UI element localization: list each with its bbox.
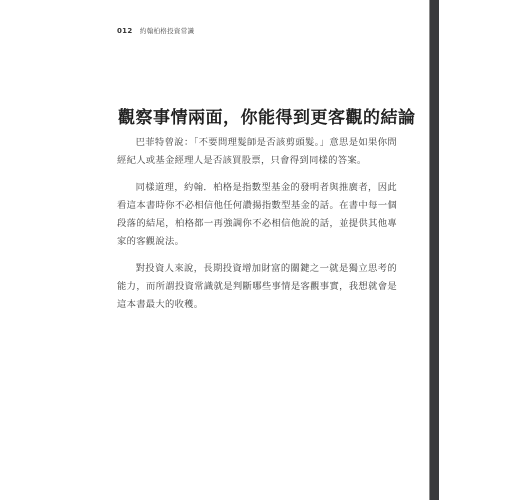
paragraph-3: 對投資人來說，長期投資增加財富的關鍵之一就是獨立思考的能力，而所謂投資常識就是判斷哪些事情是客觀事實，我想就會是這本書最大的收穫。 [117,263,397,310]
section-heading: 觀察事情兩面，你能得到更客觀的結論 [118,108,416,128]
paragraph-2: 同樣道理，約翰．柏格是指數型基金的發明者與推廣者，因此看這本書時你不必相信他任何讚揚指數型基金的話。在書中每一個段落的結尾，柏格都一再強調你不必相信他說的話，並提供其他專家的客觀說法。 [117,182,397,247]
page-number: 012 [117,27,133,35]
book-spine [430,0,439,500]
paragraph-1: 巴菲特曾說：「不要問理髮師是否該剪頭髮。」意思是如果你問經紀人或基金經理人是否該買股票，只會得到同樣的答案。 [117,137,397,166]
book-title: 約翰柏格投資常識 [139,27,195,35]
body-text [117,134,397,323]
running-head [117,26,194,35]
